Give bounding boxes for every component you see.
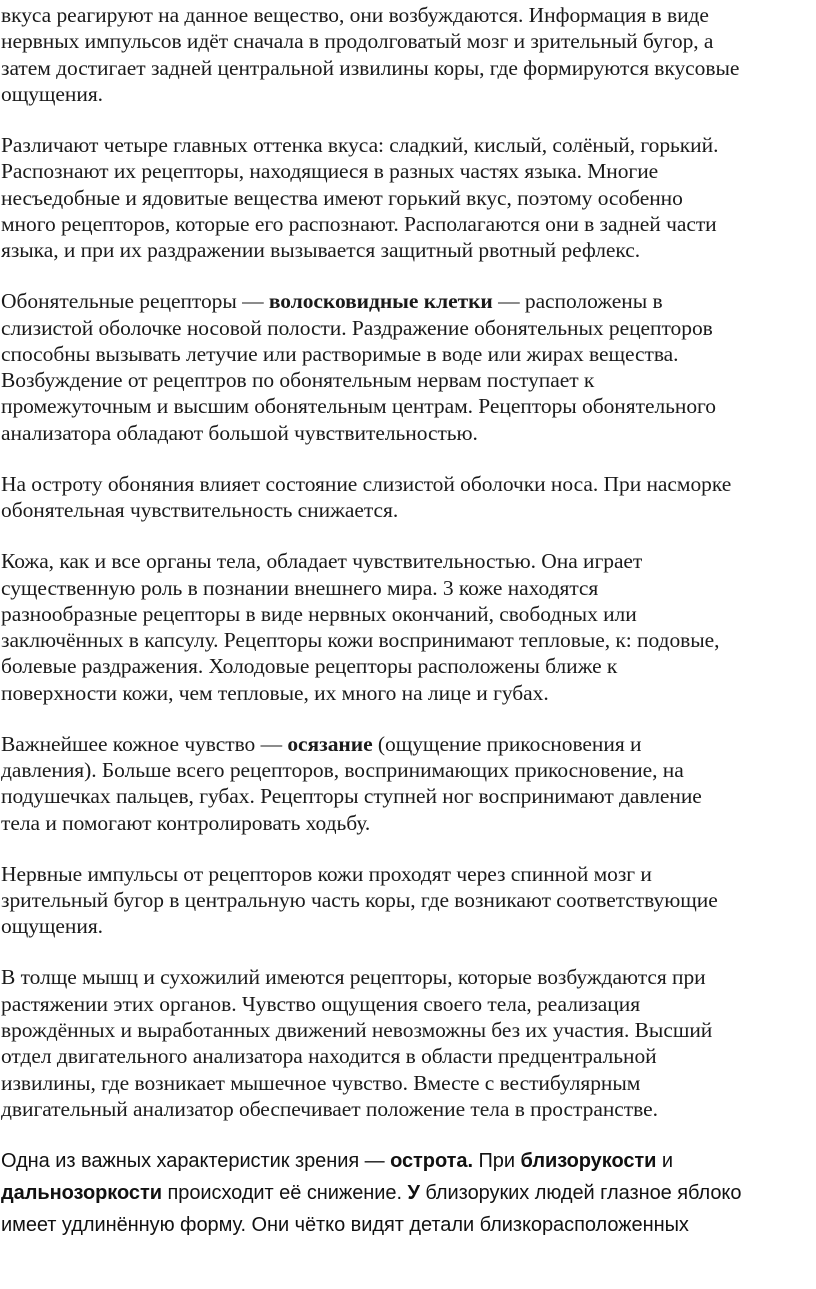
text-line: растяжении этих органов. Чувство ощущения своего тела, реализация [1,991,641,1016]
text-run: — расположены в [492,289,663,314]
bold-term: осязание [287,731,373,756]
paragraph-skin-impulses [1,861,816,940]
text-line: Кожа, как и все органы тела, обладает чувствительностью. Она играет [1,549,643,574]
text-line: Различают четыре главных оттенка вкуса: сладкий, кислый, солёный, горький. [1,132,719,157]
text-line: ощущения. [1,81,103,106]
text-line: заключённых в капсулу. Рецепторы кожи воспринимают тепловые, к: подовые, [1,628,720,653]
text-line: анализатора обладают большой чувствительностью. [1,420,478,445]
text-line: слизистой оболочке носовой полости. Раздражение обонятельных рецепторов [1,315,713,340]
text-line: болевые раздражения. Холодовые рецепторы расположены ближе к [1,654,618,679]
text-line: поверхности кожи, чем тепловые, их много на лице и губах. [1,680,549,705]
text-line: много рецепторов, которые его распознают. Располагаются они в задней части [1,211,717,236]
text-line [1,1145,816,1177]
bold-term: волосковидные клетки [268,289,493,314]
text-line: промежуточным и высшим обонятельным центрам. Рецепторы обонятельного [1,394,716,419]
paragraph-muscle-sense [1,964,816,1122]
paragraph-taste-types [1,132,816,263]
paragraph-touch [1,731,816,836]
bold-term: острота. [390,1150,473,1173]
text-line: ощущения. [1,914,103,939]
text-line: Возбуждение от рецептров по обонятельным нервам поступает к [1,368,595,393]
text-line: существенную роль в познании внешнего мира. 3 коже находятся [1,575,599,600]
text-line: Нервные импульсы от рецепторов кожи проходят через спинной мозг и [1,861,652,886]
text-line: обонятельная чувствительность снижается. [1,498,399,523]
text-line: имеет удлинённую форму. Они чётко видят детали близкорасположенных [1,1214,689,1237]
paragraph-olfactory-receptors [1,288,816,446]
text-line: тела и помогают контролировать ходьбу. [1,810,371,835]
text-line: давления). Больше всего рецепторов, воспринимающих прикосновение, на [1,758,684,783]
text-line: извилины, где возникает мышечное чувство. Вместе с вестибулярным [1,1070,641,1095]
text-line: врождённых и выработанных движений невозможны без их участия. Высший [1,1018,713,1043]
text-run: близоруких людей глазное яблоко [419,1182,742,1205]
text-line [1,1177,816,1209]
paragraph-smell-acuity [1,471,816,524]
text-line: зрительный бугор в центральную часть коры, где возникают соответствующие [1,888,718,913]
text-line [1,288,816,314]
text-run: (ощущение прикосновения и [372,731,642,756]
text-line: несъедобные и ядовитые вещества имеют горький вкус, поэтому особенно [1,185,683,210]
bold-term: близорукости [520,1150,657,1173]
paragraph-visual-acuity [1,1145,816,1241]
paragraph-skin-sensitivity [1,548,816,706]
text-run: Одна из важных характеристик зрения — [1,1150,391,1173]
text-run: Обонятельные рецепторы — [1,289,269,314]
paragraph-taste-signal [1,2,816,107]
text-line: разнообразные рецепторы в виде нервных окончаний, свободных или [1,601,637,626]
text-line: подушечках пальцев, губах. Рецепторы ступней ног воспринимают давление [1,784,702,809]
text-run: происходит её снижение. [161,1182,408,1205]
text-line: вкуса реагируют на данное вещество, они возбуждаются. Информация в виде [1,3,709,27]
bold-term: дальнозоркости [1,1182,162,1205]
text-line: языка, и при их раздражении вызывается защитный рвотный рефлекс. [1,238,641,263]
text-line: двигательный анализатор обеспечивает положение тела в пространстве. [1,1096,658,1121]
text-line: нервных импульсов идёт сначала в продолговатый мозг и зрительный бугор, а [1,29,714,54]
text-line: В толще мышц и сухожилий имеются рецепторы, которые возбуждаются при [1,965,706,990]
text-run: При [472,1150,521,1173]
text-line: отдел двигательного анализатора находится в области предцентральной [1,1044,657,1069]
text-line: На остроту обоняния влияет состояние слизистой оболочки носа. При насморке [1,471,732,496]
text-line [1,731,816,757]
text-line: Распознают их рецепторы, находящиеся в разных частях языка. Многие [1,159,659,184]
bold-term: У [407,1182,420,1205]
text-run: и [656,1150,674,1173]
text-line: затем достигает задней центральной извилины коры, где формируются вкусовые [1,55,740,80]
text-line: способны вызывать летучие или растворимые в воде или жирах вещества. [1,341,679,366]
text-run: Важнейшее кожное чувство — [1,731,288,756]
